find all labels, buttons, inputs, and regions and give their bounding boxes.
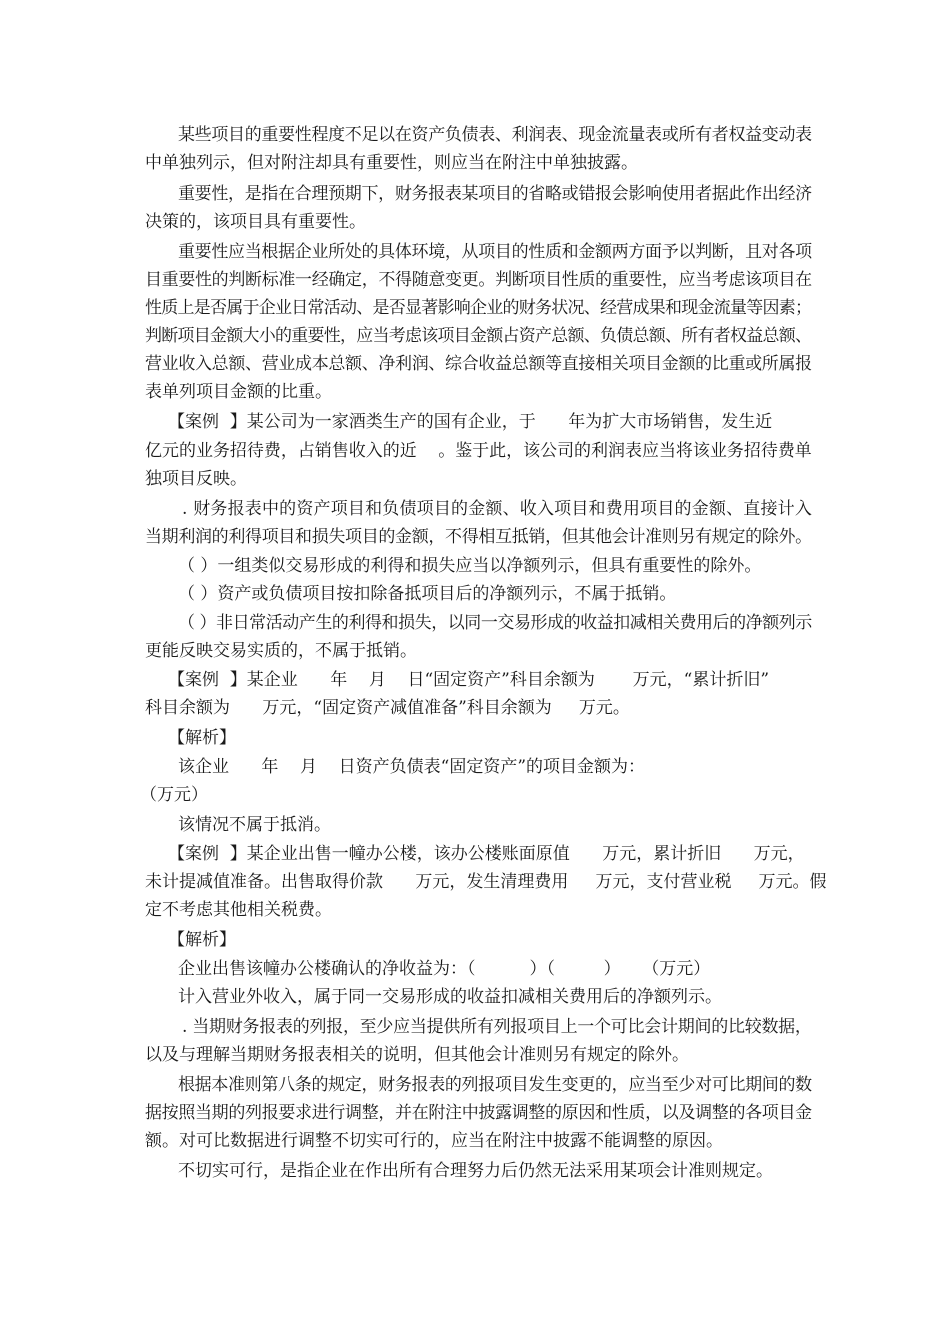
text-line: 未计提减值准备。出售取得价款 万元，发生清理费用 万元，支付营业税 万元。假 [145, 872, 827, 892]
text-line: 表单列项目金额的比重。 [145, 382, 332, 402]
text-line: 该企业 年 月 日资产负债表“固定资产”的项目金额为： [178, 757, 646, 777]
text-line: 额。对可比数据进行调整不切实可行的，应当在附注中披露不能调整的原因。 [145, 1131, 723, 1151]
text-line: . 财务报表中的资产项目和负债项目的金额、收入项目和费用项目的金额、直接计入 [182, 499, 813, 519]
text-line: 不切实可行，是指企业在作出所有合理努力后仍然无法采用某项会计准则规定。 [178, 1161, 773, 1181]
text-line: 重要性，是指在合理预期下，财务报表某项目的省略或错报会影响使用者据此作出经济 [178, 184, 812, 204]
text-line: 据按照当期的列报要求进行调整，并在附注中披露调整的原因和性质，以及调整的各项目金 [145, 1103, 812, 1123]
text-line: （ ）非日常活动产生的利得和损失，以同一交易形成的收益扣减相关费用后的净额列示 [178, 613, 812, 633]
text-line: 决策的，该项目具有重要性。 [145, 212, 366, 232]
text-line: 某些项目的重要性程度不足以在资产负债表、利润表、现金流量表或所有者权益变动表 [178, 125, 812, 145]
text-line: 营业收入总额、营业成本总额、净利润、综合收益总额等直接相关项目金额的比重或所属报 [145, 354, 812, 374]
text-line: 亿元的业务招待费，占销售收入的近 。鉴于此，该公司的利润表应当将该业务招待费单 [145, 441, 812, 461]
text-line: （ ）资产或负债项目按扣除备抵项目后的净额列示，不属于抵销。 [178, 584, 677, 604]
text-line: 当期利润的利得项目和损失项目的金额，不得相互抵销，但其他会计准则另有规定的除外。 [145, 527, 812, 547]
text-line: 根据本准则第八条的规定，财务报表的列报项目发生变更的，应当至少对可比期间的数 [178, 1075, 812, 1095]
text-line: 独项目反映。 [145, 469, 247, 489]
text-line: . 当期财务报表的列报，至少应当提供所有列报项目上一个可比会计期间的比较数据， [182, 1017, 812, 1037]
analysis-heading: 【解析】 [168, 728, 236, 748]
text-line: 企业出售该幢办公楼确认的净收益为：（ ）（ ） （万元） [178, 959, 711, 979]
text-line: 性质上是否属于企业日常活动、是否显著影响企业的财务状况、经营成果和现金流量等因素； [145, 298, 812, 318]
text-line: 中单独列示，但对附注却具有重要性，则应当在附注中单独披露。 [145, 153, 638, 173]
text-line: 计入营业外收入，属于同一交易形成的收益扣减相关费用后的净额列示。 [178, 987, 722, 1007]
text-line: 目重要性的判断标准一经确定，不得随意变更。判断项目性质的重要性，应当考虑该项目在 [145, 270, 812, 290]
text-line: 判断项目金额大小的重要性，应当考虑该项目金额占资产总额、负债总额、所有者权益总额、 [145, 326, 812, 346]
text-line: （ ）一组类似交易形成的利得和损失应当以净额列示，但具有重要性的除外。 [178, 556, 762, 576]
text-line: 更能反映交易实质的，不属于抵销。 [145, 641, 417, 661]
case-heading-line: 【案例 】某企业出售一幢办公楼，该办公楼账面原值 万元，累计折旧 万元， [168, 844, 805, 864]
text-line: 科目余额为 万元，“固定资产减值准备”科目余额为 万元。 [145, 698, 630, 718]
text-line: 该情况不属于抵消。 [178, 815, 331, 835]
analysis-heading: 【解析】 [168, 930, 236, 950]
case-heading-line: 【案例 】某公司为一家酒类生产的国有企业，于 年为扩大市场销售，发生近 [168, 412, 773, 432]
text-line: 定不考虑其他相关税费。 [145, 900, 332, 920]
text-line: 以及与理解当期财务报表相关的说明，但其他会计准则另有规定的除外。 [145, 1045, 689, 1065]
case-heading-line: 【案例 】某企业 年 月 日“固定资产”科目余额为 万元，“累计折旧” [168, 670, 770, 690]
text-line: （万元） [140, 785, 208, 805]
text-line: 重要性应当根据企业所处的具体环境，从项目的性质和金额两方面予以判断，且对各项 [178, 242, 812, 262]
